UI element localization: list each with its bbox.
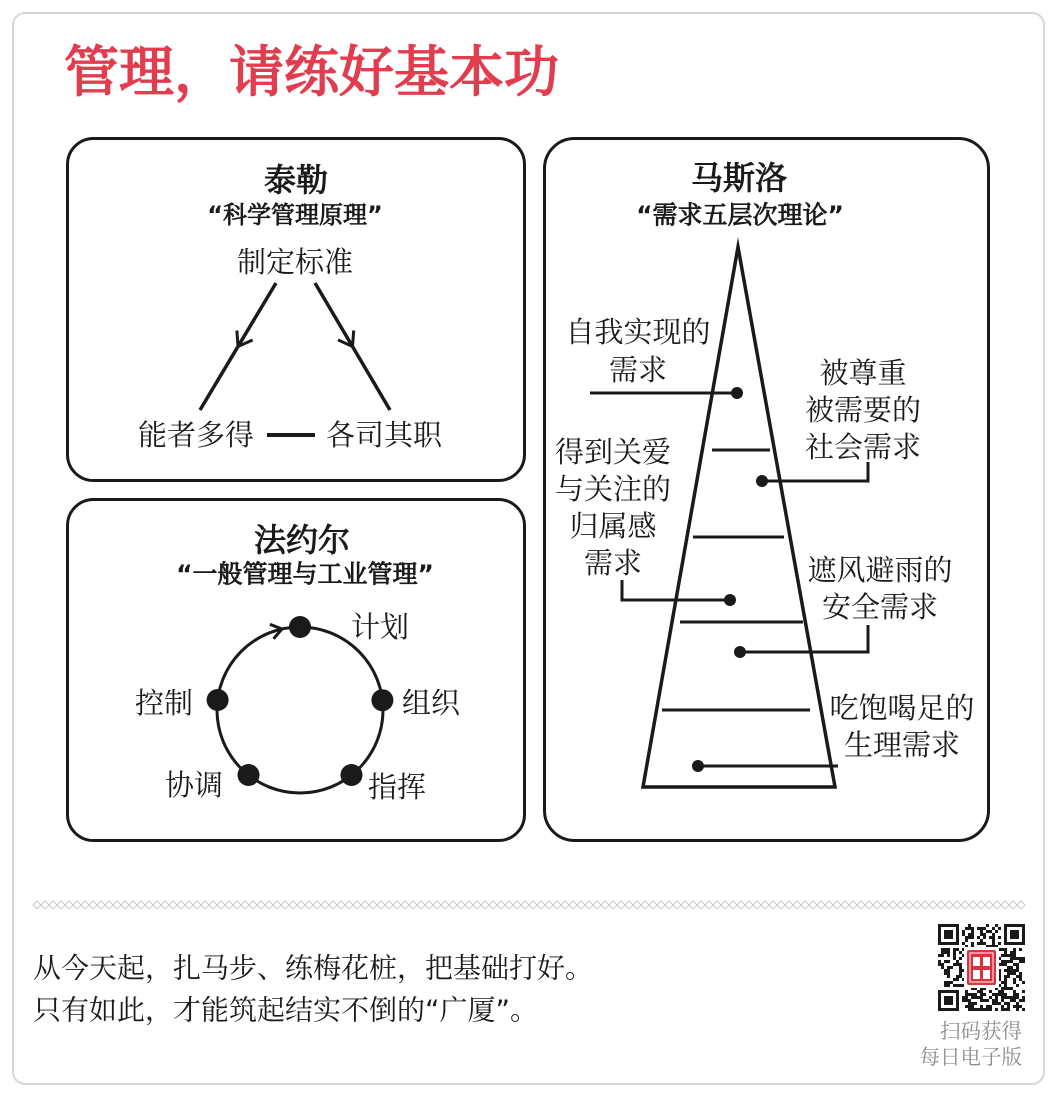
level-label-physiological: 生理需求 (843, 728, 961, 762)
level-label-safety: 安全需求 (821, 590, 939, 624)
cycle-node-dot (238, 764, 260, 786)
level-marker-dot (734, 646, 746, 658)
fayol-name: 法约尔 (253, 521, 351, 559)
level-label-esteem: 被尊重 (819, 356, 907, 390)
level-label-belonging: 得到关爱 (554, 435, 672, 469)
level-marker-dot (731, 387, 743, 399)
maslow-name: 马斯洛 (690, 159, 788, 197)
seal-glyph-mark (973, 957, 980, 966)
level-marker-dot (692, 760, 704, 772)
qr-caption-edition: 每日电子版 (919, 1045, 1022, 1069)
seal-glyph-mark (983, 957, 990, 966)
footer-line-2: 只有如此，才能筑起结实不倒的“广厦”。 (33, 993, 539, 1027)
qr-caption-scan: 扫码获得 (940, 1019, 1022, 1043)
cycle-label-control: 控制 (134, 686, 194, 720)
seal-body (967, 950, 996, 985)
level-marker-dot (724, 594, 736, 606)
taylor-node-right: 各司其职 (325, 418, 443, 452)
level-label-safety: 遮风避雨的 (807, 553, 953, 587)
level-label-belonging: 归属感 (569, 509, 657, 543)
footer-line-1: 从今天起，扎马步、练梅花桩，把基础打好。 (33, 951, 594, 985)
qr-finder-pattern (938, 924, 959, 945)
qr-finder-pattern (1004, 924, 1025, 945)
taylor-name: 泰勒 (263, 161, 329, 199)
seal-icon (964, 947, 999, 988)
taylor-theory-title: “科学管理原理” (207, 201, 383, 229)
level-label-belonging: 与关注的 (554, 472, 672, 506)
qr-finder-core (1010, 930, 1019, 939)
qr-code-icon (938, 924, 1025, 1011)
cycle-label-plan: 计划 (350, 610, 410, 644)
qr-finder-core (944, 930, 953, 939)
fayol-theory-title: “一般管理与工业管理” (176, 559, 434, 589)
maslow-theory-title: “需求五层次理论” (636, 200, 844, 230)
qr-finder-pattern (938, 990, 959, 1011)
cycle-node-dot (371, 689, 393, 711)
cycle-label-command: 指挥 (367, 770, 427, 804)
level-label-belonging: 需求 (583, 546, 643, 580)
seal-glyph-mark (983, 970, 990, 979)
level-marker-dot (756, 475, 768, 487)
level-label-esteem: 社会需求 (804, 430, 922, 464)
level-label-physiological: 吃饱喝足的 (829, 691, 975, 725)
page-title: 管理，请练好基本功 (64, 40, 560, 104)
outer-card-frame (13, 13, 1044, 1084)
cycle-label-coordinate: 协调 (164, 768, 224, 802)
taylor-node-top: 制定标准 (236, 245, 354, 279)
taylor-node-left: 能者多得 (137, 418, 255, 452)
cycle-node-dot (289, 616, 311, 638)
level-label-self-actualization: 自我实现的 (565, 315, 711, 349)
seal-glyph-mark (973, 970, 980, 979)
level-label-esteem: 被需要的 (804, 393, 922, 427)
cycle-label-organize: 组织 (401, 686, 461, 720)
level-label-self-actualization: 需求 (608, 353, 668, 387)
cycle-node-dot (207, 689, 229, 711)
cycle-node-dot (341, 764, 363, 786)
qr-finder-core (944, 996, 953, 1005)
